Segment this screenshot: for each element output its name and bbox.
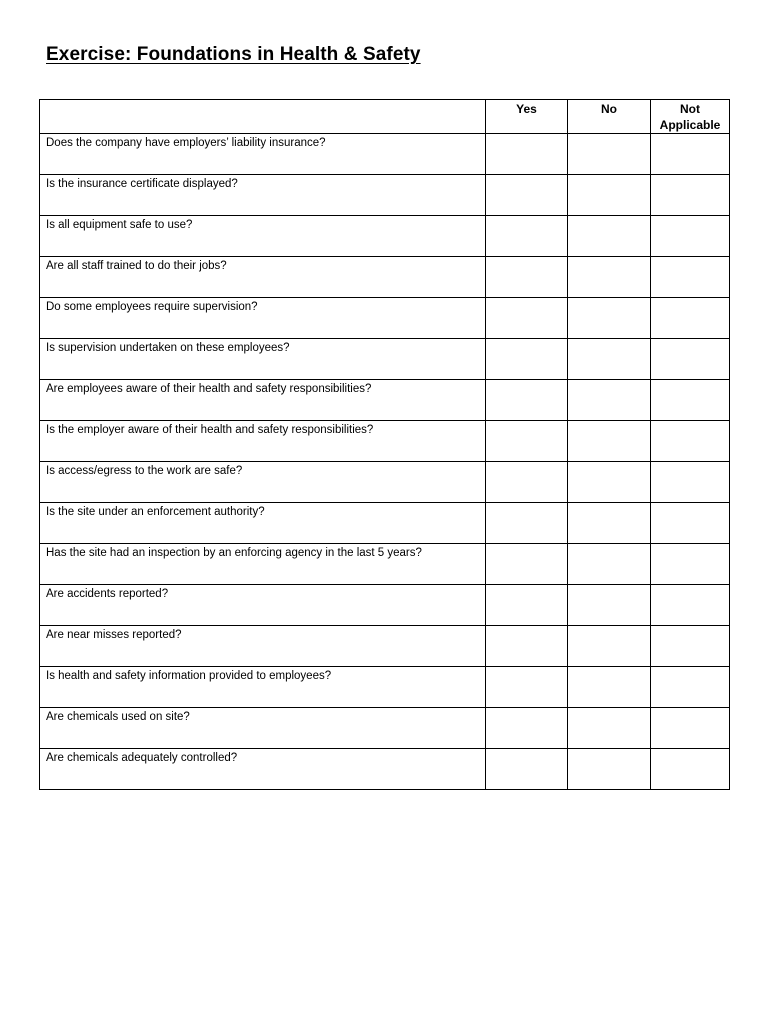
yes-answer-cell[interactable] <box>486 216 568 257</box>
table-row <box>40 462 730 503</box>
question-text: Are all staff trained to do their jobs? <box>46 260 227 272</box>
question-cell <box>40 175 486 216</box>
table-row <box>40 257 730 298</box>
question-text: Are accidents reported? <box>46 588 169 600</box>
question-text: Are employees aware of their health and safety responsibilities? <box>46 383 372 395</box>
not-applicable-answer-cell[interactable] <box>651 503 730 544</box>
no-answer-cell[interactable] <box>568 134 651 175</box>
question-text: Has the site had an inspection by an enforcing agency in the last 5 years? <box>46 547 422 559</box>
not-applicable-answer-cell[interactable] <box>651 339 730 380</box>
table-row <box>40 216 730 257</box>
question-text: Does the company have employers’ liability insurance? <box>46 137 326 149</box>
no-answer-cell[interactable] <box>568 462 651 503</box>
yes-answer-cell[interactable] <box>486 298 568 339</box>
question-cell <box>40 708 486 749</box>
not-applicable-column-header <box>651 100 730 134</box>
yes-answer-cell[interactable] <box>486 585 568 626</box>
yes-header-label: Yes <box>516 102 537 116</box>
no-answer-cell[interactable] <box>568 749 651 790</box>
no-answer-cell[interactable] <box>568 380 651 421</box>
yes-answer-cell[interactable] <box>486 134 568 175</box>
question-text: Is the insurance certificate displayed? <box>46 178 238 190</box>
yes-column-header <box>486 100 568 134</box>
no-answer-cell[interactable] <box>568 421 651 462</box>
no-answer-cell[interactable] <box>568 585 651 626</box>
table-row <box>40 134 730 175</box>
table-header-row <box>40 100 730 134</box>
question-cell <box>40 503 486 544</box>
question-text: Are near misses reported? <box>46 629 182 641</box>
yes-answer-cell[interactable] <box>486 175 568 216</box>
table-row <box>40 421 730 462</box>
yes-answer-cell[interactable] <box>486 421 568 462</box>
question-cell <box>40 749 486 790</box>
table-row <box>40 544 730 585</box>
question-text: Is all equipment safe to use? <box>46 219 193 231</box>
table-row <box>40 175 730 216</box>
page-title: Exercise: Foundations in Health & Safety <box>46 44 421 65</box>
question-cell <box>40 667 486 708</box>
not-applicable-answer-cell[interactable] <box>651 749 730 790</box>
no-answer-cell[interactable] <box>568 298 651 339</box>
question-text: Are chemicals used on site? <box>46 711 190 723</box>
question-cell <box>40 380 486 421</box>
not-applicable-answer-cell[interactable] <box>651 257 730 298</box>
yes-answer-cell[interactable] <box>486 380 568 421</box>
question-cell <box>40 421 486 462</box>
question-cell <box>40 462 486 503</box>
question-text: Do some employees require supervision? <box>46 301 258 313</box>
no-answer-cell[interactable] <box>568 667 651 708</box>
question-text: Is supervision undertaken on these employees? <box>46 342 290 354</box>
question-cell <box>40 626 486 667</box>
no-answer-cell[interactable] <box>568 503 651 544</box>
question-cell <box>40 544 486 585</box>
not-applicable-answer-cell[interactable] <box>651 134 730 175</box>
not-applicable-answer-cell[interactable] <box>651 380 730 421</box>
not-applicable-header-label <box>651 100 729 133</box>
table-row <box>40 708 730 749</box>
not-applicable-answer-cell[interactable] <box>651 462 730 503</box>
question-text: Are chemicals adequately controlled? <box>46 752 238 764</box>
not-applicable-answer-cell[interactable] <box>651 298 730 339</box>
no-column-header <box>568 100 651 134</box>
question-text: Is the site under an enforcement authority? <box>46 506 265 518</box>
table-row <box>40 749 730 790</box>
no-answer-cell[interactable] <box>568 339 651 380</box>
question-cell <box>40 216 486 257</box>
yes-answer-cell[interactable] <box>486 626 568 667</box>
question-column-header <box>40 100 486 134</box>
question-text: Is access/egress to the work are safe? <box>46 465 243 477</box>
not-applicable-answer-cell[interactable] <box>651 708 730 749</box>
question-cell <box>40 339 486 380</box>
question-text: Is the employer aware of their health and safety responsibilities? <box>46 424 374 436</box>
not-applicable-answer-cell[interactable] <box>651 667 730 708</box>
question-cell <box>40 134 486 175</box>
table-row <box>40 667 730 708</box>
no-answer-cell[interactable] <box>568 257 651 298</box>
no-answer-cell[interactable] <box>568 708 651 749</box>
not-applicable-answer-cell[interactable] <box>651 626 730 667</box>
question-cell <box>40 257 486 298</box>
table-row <box>40 585 730 626</box>
not-applicable-answer-cell[interactable] <box>651 585 730 626</box>
not-applicable-header-line2: Applicable <box>659 118 721 132</box>
not-applicable-answer-cell[interactable] <box>651 544 730 585</box>
no-answer-cell[interactable] <box>568 626 651 667</box>
yes-answer-cell[interactable] <box>486 503 568 544</box>
yes-answer-cell[interactable] <box>486 749 568 790</box>
no-answer-cell[interactable] <box>568 175 651 216</box>
not-applicable-answer-cell[interactable] <box>651 216 730 257</box>
yes-answer-cell[interactable] <box>486 708 568 749</box>
table-row <box>40 298 730 339</box>
yes-answer-cell[interactable] <box>486 257 568 298</box>
question-text: Is health and safety information provided to employees? <box>46 670 332 682</box>
table-row <box>40 380 730 421</box>
question-cell <box>40 298 486 339</box>
table-row <box>40 339 730 380</box>
not-applicable-answer-cell[interactable] <box>651 175 730 216</box>
not-applicable-header-line1: Not <box>680 102 700 116</box>
no-answer-cell[interactable] <box>568 544 651 585</box>
yes-answer-cell[interactable] <box>486 544 568 585</box>
yes-answer-cell[interactable] <box>486 667 568 708</box>
table-row <box>40 503 730 544</box>
no-header-label: No <box>601 102 617 116</box>
yes-answer-cell[interactable] <box>486 339 568 380</box>
checklist-table <box>39 99 730 790</box>
yes-answer-cell[interactable] <box>486 462 568 503</box>
not-applicable-answer-cell[interactable] <box>651 421 730 462</box>
question-cell <box>40 585 486 626</box>
no-answer-cell[interactable] <box>568 216 651 257</box>
table-row <box>40 626 730 667</box>
